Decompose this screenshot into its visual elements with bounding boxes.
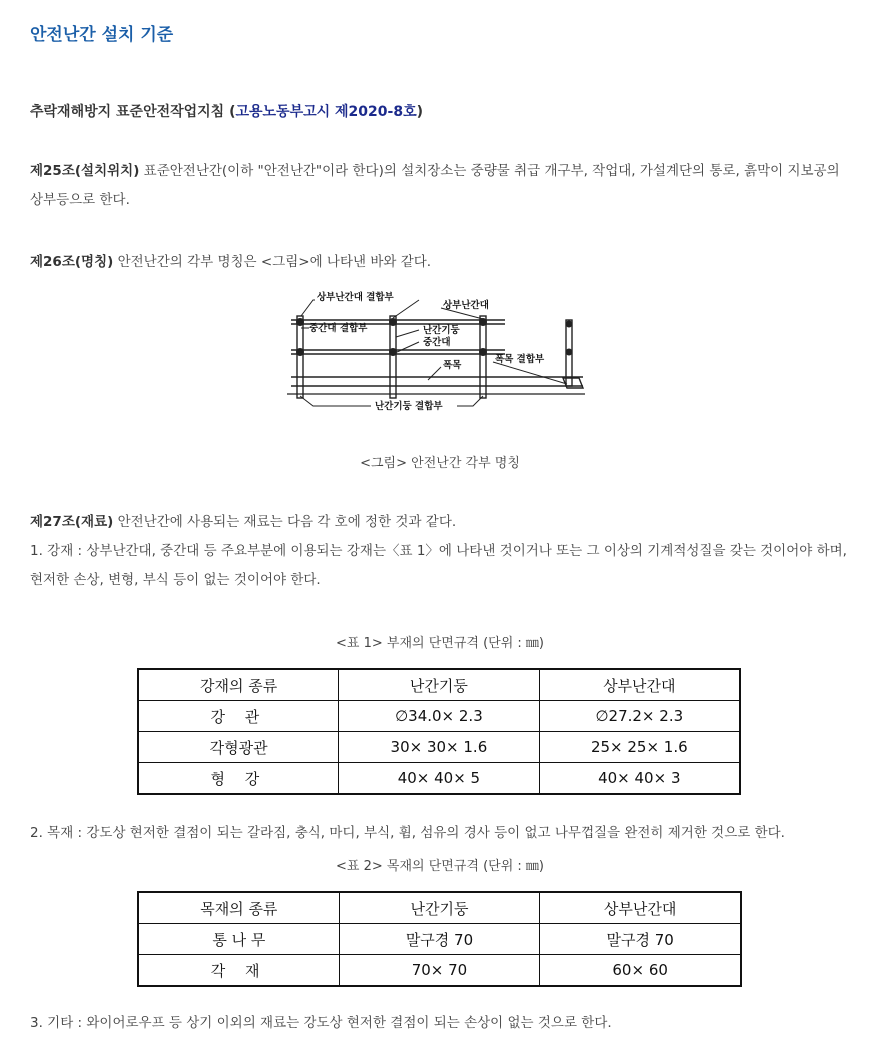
leader-top-joint: [301, 300, 315, 316]
label-toe-board: 폭목: [443, 360, 462, 371]
table-header-cell: 난간기둥: [339, 669, 539, 701]
table-cell: 60× 60: [540, 955, 741, 987]
table-2-header-row: [138, 892, 741, 924]
guardrail-diagram: [283, 282, 595, 424]
label-top-rail: 상부난간대: [443, 300, 489, 311]
joint-2a: [389, 318, 397, 326]
article-25-label: 제25조(설치위치): [30, 163, 140, 179]
table-cell: 25× 25× 1.6: [539, 732, 740, 763]
joint-2b: [389, 348, 397, 356]
table-header-cell: 상부난간대: [539, 669, 740, 701]
table-header-cell: 상부난간대: [540, 892, 741, 924]
article-27-item-1: 1. 강재 : 상부난간대, 중간대 등 주요부분에 이용되는 강재는〈표 1〉에 나타낸 것이거나 또는 그 이상의 기계적성질을 갖는 것이어야 하며, 현저한 손상, 변형, 부식 등이 없는 것이어야 한다.: [30, 543, 847, 588]
table-cell: 40× 40× 5: [339, 763, 539, 795]
article-26-label: 제26조(명칭): [30, 254, 114, 270]
leader-post: [396, 330, 419, 337]
article-25-text: 표준안전난간(이하 "안전난간"이라 한다)의 설치장소는 중량물 취급 개구부, 작업대, 가설계단의 통로, 흙막이 지보공의 상부등으로 한다.: [30, 163, 840, 208]
label-mid-rail: 중간대: [423, 337, 451, 348]
leader-post-joint-right: [457, 396, 483, 406]
label-post: 난간기둥: [423, 325, 460, 336]
table-header-cell: 목재의 종류: [138, 892, 339, 924]
figure-caption: <그림> 안전난간 각부 명칭: [360, 456, 520, 471]
table-row: [138, 732, 740, 763]
table-cell: 말구경 70: [540, 924, 741, 955]
joint-1b: [296, 348, 304, 356]
article-26: [30, 248, 850, 277]
table-cell: 통 나 무: [138, 924, 339, 955]
table-cell: 말구경 70: [339, 924, 540, 955]
joint-3b: [479, 348, 487, 356]
table-1-caption: <표 1> 부재의 단면규격 (단위 : ㎜): [336, 636, 544, 651]
article-27-item-3: 3. 기타 : 와이어로우프 등 상기 이외의 재료는 강도상 현저한 결점이 되는 손상이 없는 것으로 한다.: [30, 1015, 612, 1031]
joint-3a: [479, 318, 487, 326]
source-text: 추락재해방지 표준안전작업지침 (: [30, 104, 236, 120]
article-27-text: 안전난간에 사용되는 재료는 다음 각 호에 정한 것과 같다.: [113, 514, 457, 530]
page-title: 안전난간 설치 기준: [30, 25, 174, 45]
leader-top-joint-2: [393, 300, 419, 318]
table-row: [138, 701, 740, 732]
leader-toe-joint: [493, 362, 567, 384]
label-mid-joint: 중간대 결합부: [309, 323, 368, 334]
table-cell: 강 관: [138, 701, 339, 732]
table-row: [138, 763, 740, 795]
article-27-label: 제27조(재료): [30, 514, 114, 530]
table-cell: 40× 40× 3: [539, 763, 740, 795]
article-27: [30, 508, 850, 537]
leader-toe-board: [428, 367, 441, 380]
leader-post-joint-left: [300, 396, 371, 406]
notice-number: 고용노동부고시 제2020-8호: [235, 104, 417, 120]
source-close: ): [416, 104, 423, 120]
table-1-header-row: [138, 669, 740, 701]
table-cell: ∅27.2× 2.3: [539, 701, 740, 732]
table-cell: 각형광관: [138, 732, 339, 763]
end-joint-1: [566, 321, 573, 328]
table-1: [137, 668, 741, 795]
article-26-text: 안전난간의 각부 명칭은 <그림>에 나타낸 바와 같다.: [113, 254, 432, 270]
table-cell: 각 재: [138, 955, 339, 987]
table-2-caption: <표 2> 목재의 단면규격 (단위 : ㎜): [336, 859, 544, 874]
article-25: [30, 157, 850, 215]
label-top-joint: 상부난간대 결합부: [317, 292, 394, 303]
table-row: [138, 924, 741, 955]
label-toe-joint: 폭목 결합부: [495, 354, 545, 365]
table-header-cell: 강재의 종류: [138, 669, 339, 701]
joint-1a: [296, 318, 304, 326]
table-2: [137, 891, 742, 987]
table-cell: 70× 70: [339, 955, 540, 987]
table-cell: ∅34.0× 2.3: [339, 701, 539, 732]
table-cell: 30× 30× 1.6: [339, 732, 539, 763]
guardrail-figure: [283, 282, 595, 424]
source-line: [30, 101, 423, 121]
table-header-cell: 난간기둥: [339, 892, 540, 924]
table-cell: 형 강: [138, 763, 339, 795]
table-row: [138, 955, 741, 987]
label-post-joint: 난간기둥 결합부: [375, 401, 443, 412]
end-joint-2: [566, 349, 573, 356]
article-27-item-2: 2. 목재 : 강도상 현저한 결점이 되는 갈라짐, 충식, 마디, 부식, 휨, 섬유의 경사 등이 없고 나무껍질을 완전히 제거한 것으로 한다.: [30, 825, 785, 841]
